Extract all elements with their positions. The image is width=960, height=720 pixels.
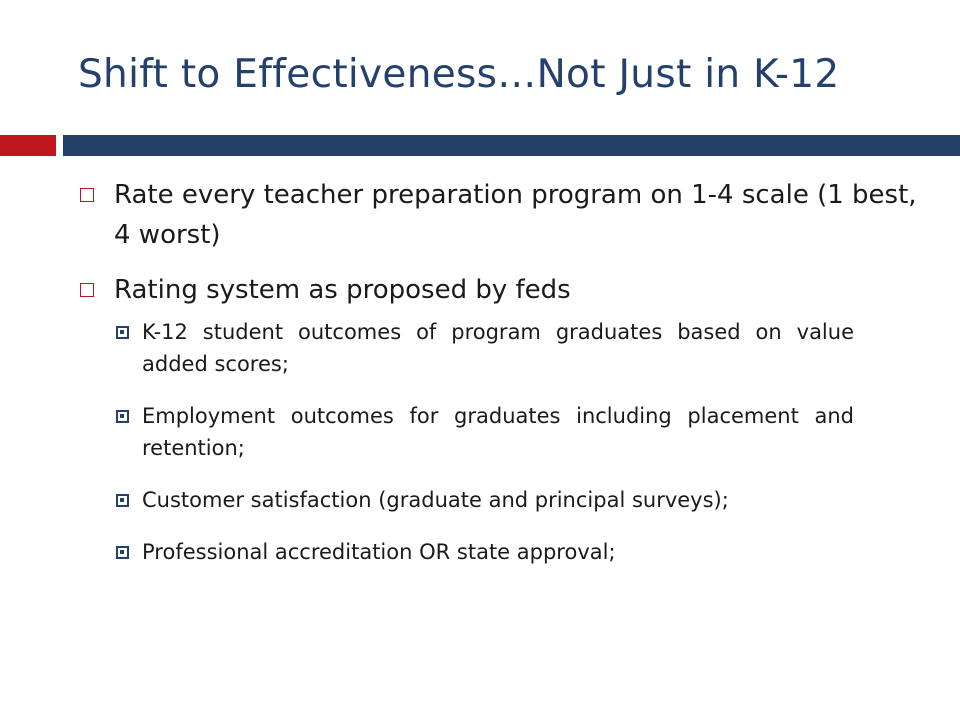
sub-bullet-text: Employment outcomes for graduates including placement and retention; [142,404,854,460]
slide-title: Shift to Effectiveness…Not Just in K-12 [78,52,840,97]
blue-accent-bar [63,135,960,156]
bullet-text: Rate every teacher preparation program on 1-4 scale (1 best, 4 worst) [114,180,917,250]
bullet-text: Rating system as proposed by feds [114,275,571,305]
sub-bullet-item [114,400,854,464]
sub-bullet-item [114,536,854,568]
sub-bullet-item [114,316,854,380]
sub-bullet-item [114,484,854,516]
filled-square-bullet-icon [116,326,129,339]
bullet-item [78,175,918,255]
square-bullet-icon [80,188,94,202]
square-bullet-icon [80,283,94,297]
filled-square-bullet-icon [116,410,129,423]
filled-square-bullet-icon [116,546,129,559]
red-accent-bar [0,135,56,156]
slide-content [78,175,918,588]
sub-bullet-text: Customer satisfaction (graduate and principal surveys); [142,488,729,512]
bullet-item [78,270,918,310]
sub-bullet-text: K-12 student outcomes of program graduates based on value added scores; [142,320,854,376]
filled-square-bullet-icon [116,494,129,507]
sub-bullet-text: Professional accreditation OR state approval; [142,540,616,564]
